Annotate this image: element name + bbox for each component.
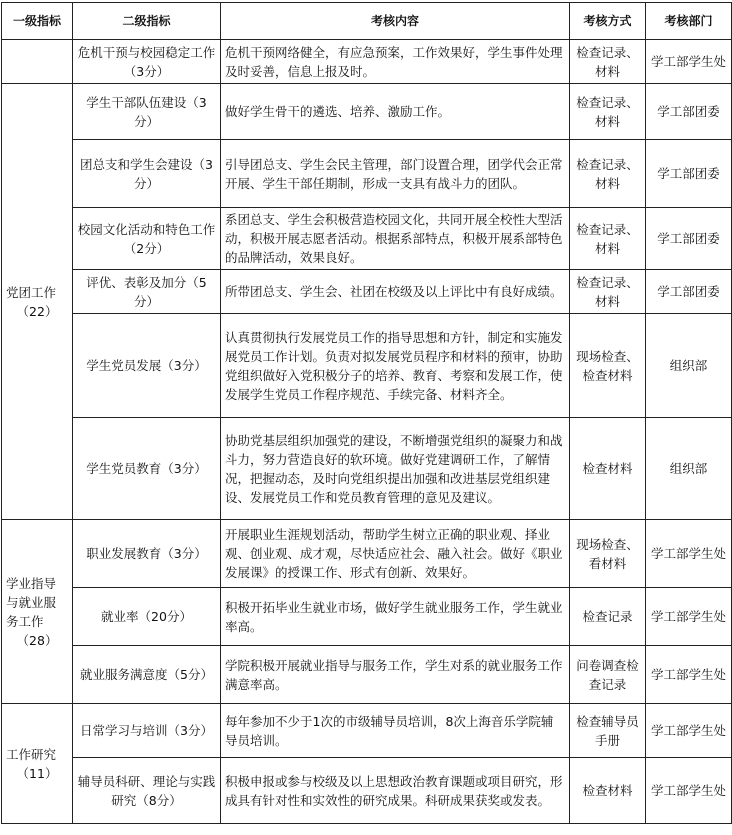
level2-indicator: 学生干部队伍建设（3分） <box>73 84 221 140</box>
header-content: 考核内容 <box>221 3 570 40</box>
header-level2: 二级指标 <box>73 3 221 40</box>
table-row <box>2 140 732 208</box>
table-body <box>2 40 732 824</box>
assessment-department: 学工部团委 <box>646 270 732 314</box>
level2-indicator: 校园文化活动和特色工作（2分） <box>73 208 221 270</box>
level2-indicator: 评优、表彰及加分（5分） <box>73 270 221 314</box>
assessment-method: 检查记录、材料 <box>570 40 646 84</box>
assessment-content: 危机干预网络健全，有应急预案，工作效果好，学生事件处理及时妥善，信息上报及时。 <box>221 40 570 84</box>
level1-weight: （28） <box>16 632 58 648</box>
assessment-department: 学工部学生处 <box>646 520 732 588</box>
header-row <box>2 3 732 40</box>
level2-indicator: 团总支和学生会建设（3分） <box>73 140 221 208</box>
level2-indicator: 学生党员发展（3分） <box>73 314 221 418</box>
table-row <box>2 208 732 270</box>
assessment-content: 开展职业生涯规划活动，帮助学生树立正确的职业观、择业观、创业观、成才观，尽快适应社会、融入社会。做好《职业发展课》的授课工作、形式有创新、效果好。 <box>221 520 570 588</box>
assessment-department: 学工部团委 <box>646 84 732 140</box>
assessment-content: 认真贯彻执行发展党员工作的指导思想和方针，制定和实施发展党员工作计划。负责对拟发展党员程序和材料的预审，协助党组织做好入党积极分子的培养、教育、考察和发展工作，使发展学生党员工作程序规范、手续完备、材料齐全。 <box>221 314 570 418</box>
level1-indicator <box>2 84 73 520</box>
assessment-method: 检查记录、材料 <box>570 270 646 314</box>
assessment-method: 检查记录、材料 <box>570 208 646 270</box>
level1-name: 工作研究 <box>6 746 57 762</box>
assessment-method: 现场检查、检查材料 <box>570 314 646 418</box>
level2-indicator: 职业发展教育（3分） <box>73 520 221 588</box>
assessment-content: 引导团总支、学生会民主管理，部门设置合理，团学代会正常开展、学生干部任期制，形成一支具有战斗力的团队。 <box>221 140 570 208</box>
header-level1: 一级指标 <box>2 3 73 40</box>
level1-weight: （11） <box>16 765 58 781</box>
assessment-department: 学工部学生处 <box>646 646 732 704</box>
level2-indicator: 就业率（20分） <box>73 588 221 646</box>
level2-indicator: 学生党员教育（3分） <box>73 418 221 520</box>
assessment-method: 检查材料 <box>570 758 646 824</box>
table-row <box>2 314 732 418</box>
assessment-content: 每年参加不少于1次的市级辅导员培训，8次上海音乐学院辅导员培训。 <box>221 704 570 758</box>
assessment-method: 检查材料 <box>570 418 646 520</box>
header-method: 考核方式 <box>570 3 646 40</box>
table-row <box>2 84 732 140</box>
level2-indicator: 危机干预与校园稳定工作（3分） <box>73 40 221 84</box>
level1-name: 学业指导与就业服务工作 <box>6 575 57 629</box>
assessment-content: 积极申报或参与校级及以上思想政治教育课题或项目研究，形成具有针对性和实效性的研究成果。科研成果获奖或发表。 <box>221 758 570 824</box>
table-row <box>2 646 732 704</box>
assessment-department: 学工部团委 <box>646 208 732 270</box>
header-department: 考核部门 <box>646 3 732 40</box>
assessment-method: 现场检查、看材料 <box>570 520 646 588</box>
level2-indicator: 日常学习与培训（3分） <box>73 704 221 758</box>
assessment-department: 学工部团委 <box>646 140 732 208</box>
assessment-department: 学工部学生处 <box>646 40 732 84</box>
assessment-department: 组织部 <box>646 418 732 520</box>
assessment-content: 协助党基层组织加强党的建设，不断增强党组织的凝聚力和战斗力，努力营造良好的软环境。做好党建调研工作，了解情况，把握动态，及时向党组织提出加强和改进基层党组织建设、发展党员工作和党员教育管理的意见及建议。 <box>221 418 570 520</box>
level1-weight: （22） <box>16 303 58 319</box>
assessment-department: 学工部学生处 <box>646 704 732 758</box>
assessment-content: 做好学生骨干的遴选、培养、激励工作。 <box>221 84 570 140</box>
assessment-content: 系团总支、学生会积极营造校园文化，共同开展全校性大型活动，积极开展志愿者活动。根据系部特点，积极开展系部特色的品牌活动，效果良好。 <box>221 208 570 270</box>
assessment-department: 组织部 <box>646 314 732 418</box>
level1-indicator <box>2 40 73 84</box>
assessment-department: 学工部学生处 <box>646 588 732 646</box>
assessment-content: 积极开拓毕业生就业市场，做好学生就业服务工作，学生就业率高。 <box>221 588 570 646</box>
table-row <box>2 588 732 646</box>
assessment-method: 检查记录、材料 <box>570 84 646 140</box>
assessment-method: 检查记录、材料 <box>570 140 646 208</box>
assessment-department: 学工部学生处 <box>646 758 732 824</box>
level2-indicator: 辅导员科研、理论与实践研究（8分） <box>73 758 221 824</box>
level1-indicator <box>2 520 73 704</box>
assessment-table <box>1 2 732 824</box>
table-row <box>2 40 732 84</box>
level2-indicator: 就业服务满意度（5分） <box>73 646 221 704</box>
level1-name: 党团工作 <box>6 284 57 300</box>
table-row <box>2 704 732 758</box>
table-row <box>2 418 732 520</box>
table-row <box>2 758 732 824</box>
assessment-method: 检查记录 <box>570 588 646 646</box>
assessment-method: 问卷调查检查记录 <box>570 646 646 704</box>
assessment-content: 学院积极开展就业指导与服务工作，学生对系的就业服务工作满意率高。 <box>221 646 570 704</box>
table-row <box>2 270 732 314</box>
assessment-content: 所带团总支、学生会、社团在校级及以上评比中有良好成绩。 <box>221 270 570 314</box>
assessment-method: 检查辅导员手册 <box>570 704 646 758</box>
level1-indicator <box>2 704 73 824</box>
table-row <box>2 520 732 588</box>
